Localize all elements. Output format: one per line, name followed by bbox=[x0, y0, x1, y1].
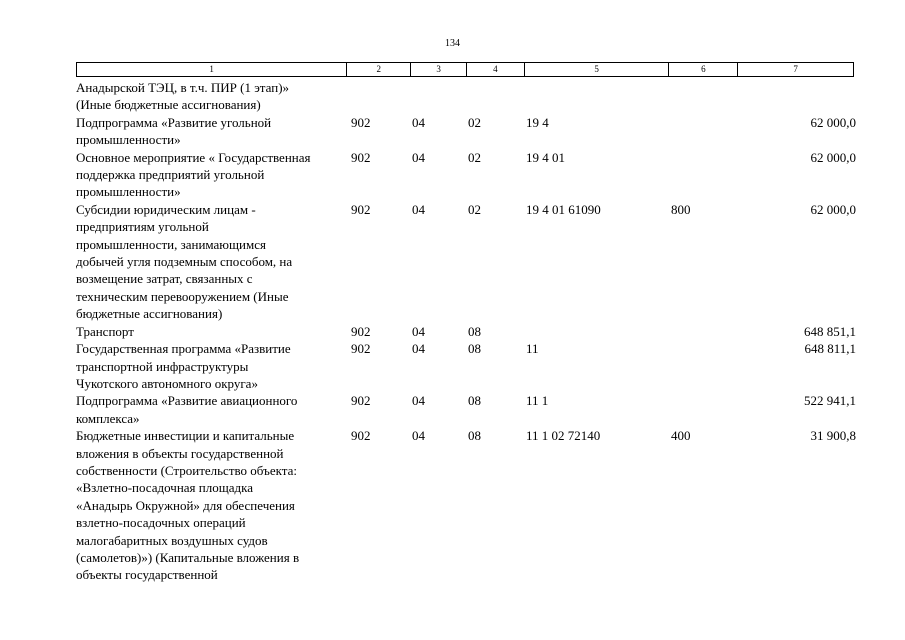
row-name: Транспорт bbox=[76, 323, 134, 339]
row-col-3: 04 bbox=[412, 393, 425, 409]
row-col-6: 400 bbox=[671, 428, 691, 444]
header-col-4: 4 bbox=[467, 63, 525, 76]
row-col-3: 04 bbox=[412, 149, 425, 165]
table-row bbox=[76, 149, 856, 201]
row-col-4: 08 bbox=[468, 323, 481, 339]
row-col-2: 902 bbox=[351, 341, 371, 357]
row-col-2: 902 bbox=[351, 428, 371, 444]
header-col-1: 1 bbox=[77, 63, 347, 76]
row-name: Основное мероприятие « Государственная поддержка предприятий угольной промышленности» bbox=[76, 149, 311, 200]
row-col-5: 11 bbox=[526, 341, 539, 357]
row-col-7: 522 941,1 bbox=[804, 393, 856, 409]
row-name: Подпрограмма «Развитие авиационного комплекса» bbox=[76, 393, 298, 426]
row-col-7: 62 000,0 bbox=[810, 201, 856, 217]
table-row bbox=[76, 201, 856, 323]
row-col-2: 902 bbox=[351, 149, 371, 165]
row-col-5: 19 4 01 bbox=[526, 149, 565, 165]
row-col-3: 04 bbox=[412, 114, 425, 130]
header-col-5: 5 bbox=[525, 63, 670, 76]
row-col-7: 648 811,1 bbox=[804, 341, 856, 357]
row-col-7: 62 000,0 bbox=[810, 114, 856, 130]
row-col-2: 902 bbox=[351, 393, 371, 409]
row-name: Бюджетные инвестиции и капитальные вложения в объекты государственной собственности (Строительство объекта: «Взлетно-посадочная площадка «Анадырь Окружной» для обеспечения взлетно-посадочных операций малогабаритных воздушных судов (самолетов)») (Капитальные вложения в объекты государственной bbox=[76, 428, 300, 583]
row-col-2: 902 bbox=[351, 114, 371, 130]
row-col-5: 19 4 bbox=[526, 114, 549, 130]
row-col-7: 648 851,1 bbox=[804, 323, 856, 339]
row-name: Подпрограмма «Развитие угольной промышленности» bbox=[76, 114, 272, 148]
header-col-3: 3 bbox=[411, 63, 467, 76]
row-col-4: 08 bbox=[468, 341, 481, 357]
header-col-6: 6 bbox=[669, 63, 738, 76]
row-col-4: 02 bbox=[468, 114, 481, 130]
row-col-5: 11 1 bbox=[526, 393, 549, 409]
row-col-3: 04 bbox=[412, 341, 425, 357]
header-col-7: 7 bbox=[793, 64, 798, 74]
row-col-2: 902 bbox=[351, 201, 371, 217]
row-name: Государственная программа «Развитие транспортной инфраструктуры Чукотского автономного округа» bbox=[76, 341, 291, 391]
row-col-6: 800 bbox=[671, 201, 691, 217]
table-row bbox=[76, 79, 856, 114]
row-col-7: 62 000,0 bbox=[810, 149, 856, 165]
row-col-4: 02 bbox=[468, 149, 481, 165]
row-col-5: 11 1 02 72140 bbox=[526, 428, 601, 444]
row-col-3: 04 bbox=[412, 201, 425, 217]
row-col-4: 08 bbox=[468, 428, 481, 444]
table-row bbox=[76, 340, 856, 392]
row-col-4: 08 bbox=[468, 393, 481, 409]
row-col-2: 902 bbox=[351, 323, 371, 339]
table-row bbox=[76, 323, 856, 340]
row-name: Субсидии юридическим лицам - предприятиям угольной промышленности, занимающимся добычей угля подземным способом, на возмещение затрат, связанных с техническим перевооружением (Иные бюджетные ассигнования) bbox=[76, 201, 293, 322]
row-col-3: 04 bbox=[412, 428, 425, 444]
table-header bbox=[76, 62, 854, 77]
row-col-5: 19 4 01 61090 bbox=[526, 201, 601, 217]
table-row bbox=[76, 114, 856, 149]
row-col-7: 31 900,8 bbox=[810, 428, 856, 444]
table-row bbox=[76, 427, 856, 584]
table-row bbox=[76, 392, 856, 427]
row-name: Анадырской ТЭЦ, в т.ч. ПИР (1 этап)» (Иные бюджетные ассигнования) bbox=[76, 80, 290, 113]
row-col-4: 02 bbox=[468, 201, 481, 217]
table-body bbox=[76, 79, 856, 584]
header-col-2: 2 bbox=[347, 63, 411, 76]
page-number: 134 bbox=[445, 38, 460, 49]
row-col-3: 04 bbox=[412, 323, 425, 339]
